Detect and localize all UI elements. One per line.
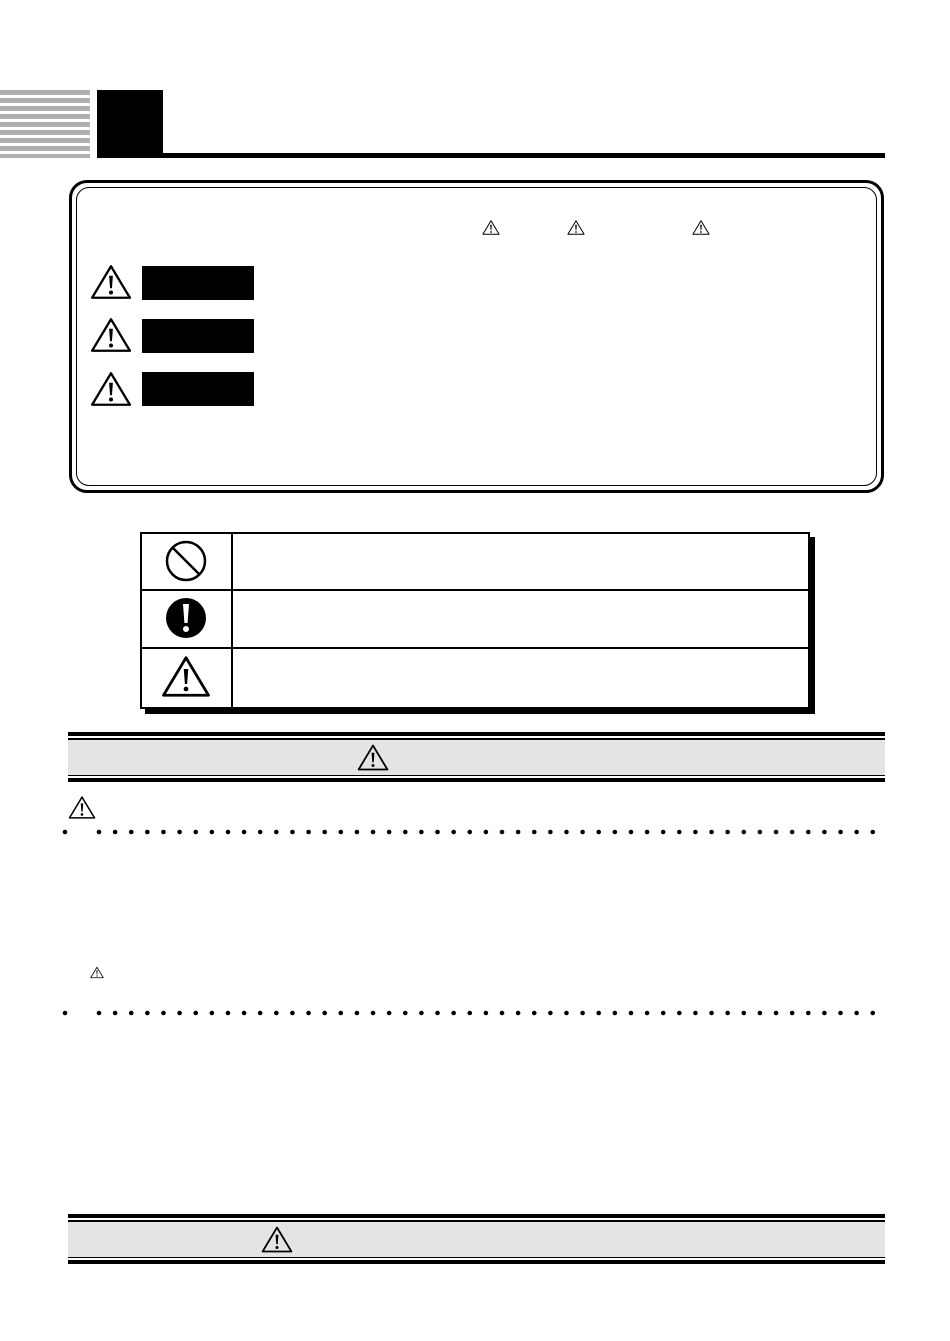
section-note [110, 962, 870, 984]
symbol-table-column-divider [231, 533, 233, 708]
intro-warning-icon-1 [482, 219, 500, 236]
header-rule [97, 153, 885, 158]
notice-intro [100, 214, 860, 244]
dotted-item-marker [60, 1008, 890, 1018]
page-title [180, 105, 880, 145]
section-banner-1 [68, 732, 885, 783]
intro-warning-icon-2 [567, 219, 585, 236]
notice-footnote [100, 428, 860, 456]
caution-warning-icon [90, 370, 132, 408]
intro-warning-icon-3 [692, 219, 710, 236]
section-item-1 [90, 842, 880, 962]
signal-label-1 [142, 266, 254, 300]
section-banner-2 [68, 1214, 885, 1265]
section-warning-icon [357, 743, 389, 772]
mandatory-action-icon [164, 596, 208, 640]
caution-triangle-icon [161, 654, 211, 699]
symbol-description-prohibition [245, 534, 800, 590]
signal-label-3 [142, 372, 254, 406]
symbol-description-caution [245, 649, 800, 705]
dotted-item-marker [60, 827, 890, 837]
warning-warning-icon [90, 316, 132, 354]
chapter-marker-block [97, 90, 163, 156]
signal-description-2 [270, 319, 860, 353]
symbol-description-mandatory [245, 591, 800, 647]
header-stripes-decoration [0, 90, 90, 158]
section-item-2 [90, 1024, 880, 1194]
section-subheading [102, 795, 872, 821]
subheading-warning-icon [68, 795, 96, 820]
signal-description-1 [270, 266, 860, 300]
prohibition-icon [164, 539, 208, 583]
signal-description-3 [270, 372, 860, 406]
section-warning-icon [261, 1225, 293, 1254]
danger-warning-icon [90, 263, 132, 301]
note-warning-icon [90, 966, 104, 979]
signal-label-2 [142, 319, 254, 353]
